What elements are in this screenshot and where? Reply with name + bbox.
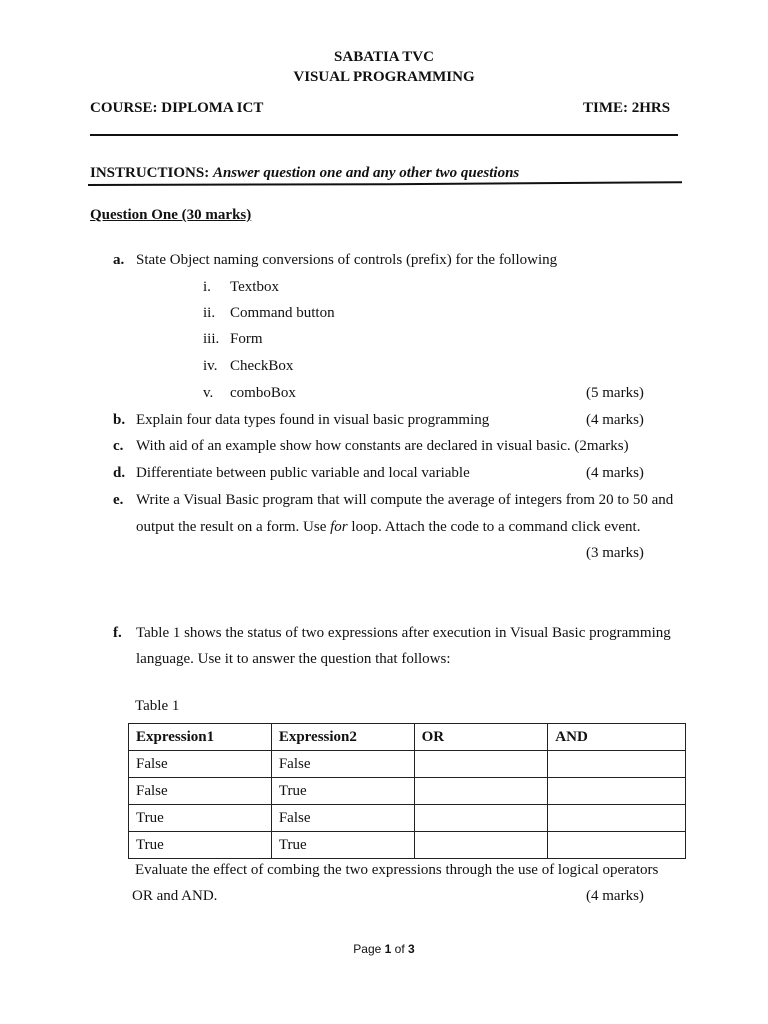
table-row bbox=[129, 778, 686, 805]
time-label: TIME: 2HRS bbox=[583, 100, 671, 116]
table-cell bbox=[548, 778, 686, 805]
subitem-text: Textbox bbox=[230, 279, 279, 295]
table-cell bbox=[414, 832, 548, 859]
item-e-line2 bbox=[136, 519, 640, 536]
table-cell: False bbox=[129, 751, 272, 778]
subject-title: VISUAL PROGRAMMING bbox=[293, 69, 475, 85]
table-cell bbox=[414, 778, 548, 805]
item-e-line1: Write a Visual Basic program that will compute the average of integers from 20 to 50 and bbox=[136, 492, 674, 508]
item-d-label: d. bbox=[113, 465, 126, 481]
item-f-line2: language. Use it to answer the question that follows: bbox=[136, 651, 451, 667]
instructions-label: INSTRUCTIONS: bbox=[90, 165, 210, 181]
item-c-text: With aid of an example show how constants are declared in visual basic. (2marks) bbox=[136, 438, 629, 454]
table-cell: True bbox=[129, 805, 272, 832]
item-a-label: a. bbox=[113, 252, 125, 268]
item-d-marks: (4 marks) bbox=[586, 465, 644, 481]
item-f-after-line1: Evaluate the effect of combing the two expressions through the use of logical operators bbox=[135, 862, 659, 878]
subitem-number: iv. bbox=[203, 358, 218, 374]
table-cell bbox=[548, 832, 686, 859]
table-cell: False bbox=[271, 805, 414, 832]
item-a-text: State Object naming conversions of controls (prefix) for the following bbox=[136, 252, 558, 268]
item-e-label: e. bbox=[113, 492, 124, 508]
item-b-marks: (4 marks) bbox=[586, 412, 644, 428]
table-cell bbox=[548, 805, 686, 832]
logic-table bbox=[128, 723, 686, 859]
course-label: COURSE: DIPLOMA ICT bbox=[90, 100, 264, 116]
subitem-number: iii. bbox=[203, 331, 220, 347]
table-cell: True bbox=[129, 832, 272, 859]
table-cell bbox=[414, 751, 548, 778]
table-header-cell: OR bbox=[414, 724, 548, 751]
subitem-number: v. bbox=[203, 385, 214, 401]
instructions-underline bbox=[88, 180, 688, 188]
item-a-marks: (5 marks) bbox=[586, 385, 644, 401]
item-f-marks: (4 marks) bbox=[586, 888, 644, 904]
subitem-text: Command button bbox=[230, 305, 335, 321]
table-cell bbox=[548, 751, 686, 778]
item-b-label: b. bbox=[113, 412, 126, 428]
footer-page-current: 1 bbox=[384, 942, 392, 956]
table-row bbox=[129, 751, 686, 778]
table-row bbox=[129, 805, 686, 832]
subitem-text: comboBox bbox=[230, 385, 296, 401]
subitem-number: ii. bbox=[203, 305, 216, 321]
item-e-line2-pre: output the result on a form. Use bbox=[136, 519, 331, 535]
table-header-cell: Expression2 bbox=[271, 724, 414, 751]
table-cell: True bbox=[271, 778, 414, 805]
institution-title: SABATIA TVC bbox=[334, 49, 434, 65]
footer-page-prefix: Page bbox=[353, 942, 385, 956]
table-cell: False bbox=[271, 751, 414, 778]
table-caption: Table 1 bbox=[135, 698, 180, 714]
table-cell bbox=[414, 805, 548, 832]
item-e-marks: (3 marks) bbox=[586, 545, 644, 561]
subitem-text: CheckBox bbox=[230, 358, 294, 374]
question-one-title: Question One (30 marks) bbox=[90, 207, 252, 223]
item-f-label: f. bbox=[113, 625, 122, 641]
header-divider bbox=[90, 134, 678, 136]
item-e-line2-post: loop. Attach the code to a command click event. bbox=[347, 519, 641, 535]
table-cell: True bbox=[271, 832, 414, 859]
footer-page-of: of bbox=[391, 942, 409, 956]
item-f-line1: Table 1 shows the status of two expressions after execution in Visual Basic programming bbox=[136, 625, 671, 641]
table-header-cell: Expression1 bbox=[129, 724, 272, 751]
table-header-row bbox=[129, 724, 686, 751]
item-f-after-line2: OR and AND. bbox=[132, 888, 218, 904]
table-row bbox=[129, 832, 686, 859]
instructions-text: Answer question one and any other two questions bbox=[212, 165, 520, 181]
item-d-text: Differentiate between public variable and local variable bbox=[136, 465, 470, 481]
subitem-number: i. bbox=[203, 279, 211, 295]
item-e-for-keyword: for bbox=[330, 519, 348, 535]
item-b-text: Explain four data types found in visual basic programming bbox=[136, 412, 490, 428]
footer-page-total: 3 bbox=[408, 942, 415, 956]
subitem-text: Form bbox=[230, 331, 263, 347]
page-footer bbox=[0, 942, 768, 956]
item-c-label: c. bbox=[113, 438, 124, 454]
table-header-cell: AND bbox=[548, 724, 686, 751]
table-cell: False bbox=[129, 778, 272, 805]
